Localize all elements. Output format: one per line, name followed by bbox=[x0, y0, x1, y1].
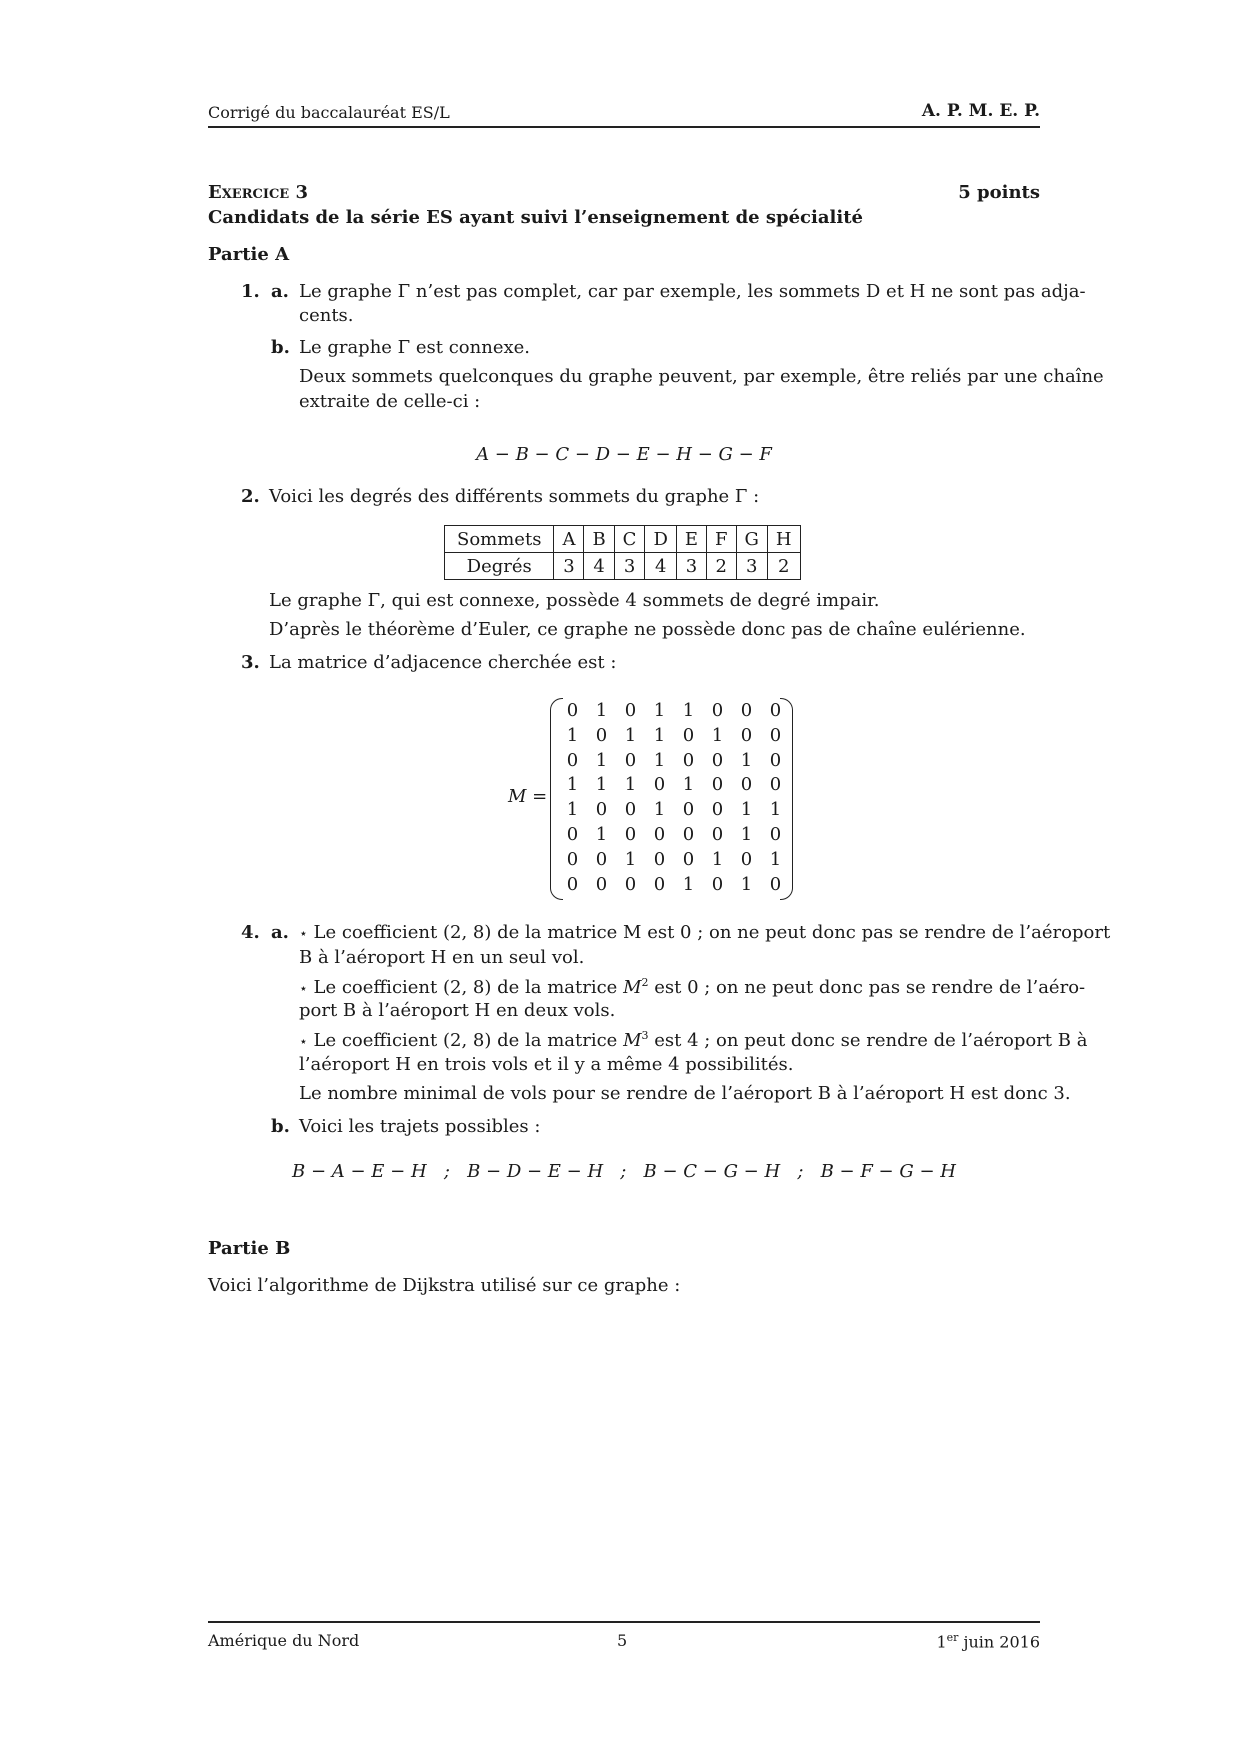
vertex-cell: F bbox=[707, 526, 737, 553]
matrix-cell: 1 bbox=[624, 724, 637, 746]
q4a-p3-line1 bbox=[299, 1029, 1087, 1051]
degree-cell: 3 bbox=[614, 553, 645, 580]
matrix-cell: 1 bbox=[566, 724, 579, 746]
q1b-chain: A − B − C − D − E − H − G − F bbox=[476, 444, 772, 465]
matrix-cell: 1 bbox=[653, 700, 666, 721]
matrix-right-paren bbox=[780, 698, 793, 900]
matrix-cell: 0 bbox=[682, 799, 695, 821]
matrix-cell: 0 bbox=[740, 700, 753, 721]
table-header-degres: Degrés bbox=[445, 553, 554, 580]
matrix-cell: 0 bbox=[682, 823, 695, 845]
degree-cell: 3 bbox=[676, 553, 706, 580]
q4a-p2-line2: port B à l’aéroport H en deux vols. bbox=[299, 1000, 616, 1021]
header-left: Corrigé du baccalauréat ES/L bbox=[208, 103, 450, 122]
matrix-cell: 1 bbox=[624, 848, 637, 870]
matrix-cell: 0 bbox=[624, 823, 637, 845]
matrix-cell: 0 bbox=[566, 700, 579, 721]
matrix-cell: 1 bbox=[711, 724, 724, 746]
matrix-cell: 0 bbox=[595, 799, 608, 821]
matrix-cell: 0 bbox=[624, 799, 637, 821]
footer-date-rest: juin 2016 bbox=[963, 1632, 1040, 1652]
matrix-cell: 0 bbox=[769, 774, 782, 796]
matrix-cell: 1 bbox=[682, 700, 695, 721]
matrix-cell: 1 bbox=[653, 749, 666, 771]
q1b-label: b. bbox=[271, 337, 290, 358]
star-icon: ⋆ bbox=[299, 926, 308, 942]
q4a-conclusion: Le nombre minimal de vols pour se rendre de l’aéroport B à l’aéroport H est donc 3. bbox=[299, 1083, 1071, 1104]
q4a-p1-line1 bbox=[299, 922, 1110, 943]
q2-after1: Le graphe Γ, qui est connexe, possède 4 sommets de degré impair. bbox=[269, 590, 880, 611]
matrix-cell: 0 bbox=[566, 749, 579, 771]
footer-rule bbox=[208, 1621, 1040, 1623]
matrix-cell: 0 bbox=[682, 749, 695, 771]
matrix-cell: 0 bbox=[566, 848, 579, 870]
q2-intro: Voici les degrés des différents sommets du graphe Γ : bbox=[269, 486, 760, 507]
matrix-cell: 0 bbox=[711, 700, 724, 721]
q4a-p2-line1 bbox=[299, 976, 1085, 998]
degree-cell: 4 bbox=[645, 553, 676, 580]
matrix-cell: 1 bbox=[740, 799, 753, 821]
matrix-cell: 0 bbox=[769, 724, 782, 746]
q4a-p2-exponent: 2 bbox=[641, 976, 649, 989]
partie-b-title: Partie B bbox=[208, 1238, 291, 1259]
q4b-intro: Voici les trajets possibles : bbox=[299, 1116, 541, 1137]
page-number: 5 bbox=[617, 1631, 628, 1650]
matrix-cell: 0 bbox=[624, 700, 637, 721]
partie-b-intro: Voici l’algorithme de Dijkstra utilisé sur ce graphe : bbox=[208, 1275, 681, 1296]
matrix-cell: 0 bbox=[740, 724, 753, 746]
matrix-cell: 0 bbox=[769, 873, 782, 895]
q1-number: 1. bbox=[241, 281, 260, 302]
matrix-cell: 0 bbox=[682, 724, 695, 746]
q4a-p2-post: est 0 ; on ne peut donc pas se rendre de l’aéro- bbox=[654, 977, 1086, 998]
matrix-cell: 0 bbox=[566, 873, 579, 895]
degree-table bbox=[444, 525, 801, 580]
matrix-cell: 1 bbox=[595, 823, 608, 845]
matrix-cell: 0 bbox=[653, 873, 666, 895]
matrix-cell: 0 bbox=[711, 774, 724, 796]
matrix-cell: 0 bbox=[624, 873, 637, 895]
vertex-cell: A bbox=[554, 526, 584, 553]
matrix-cell: 0 bbox=[711, 749, 724, 771]
q1a-line2: cents. bbox=[299, 305, 354, 326]
matrix-cell: 1 bbox=[740, 873, 753, 895]
exercise-title bbox=[208, 182, 308, 203]
matrix-label: M = bbox=[508, 786, 548, 807]
exercise-number: 3 bbox=[295, 182, 309, 203]
matrix-cell: 1 bbox=[769, 799, 782, 821]
matrix-cell: 0 bbox=[711, 823, 724, 845]
degree-cell: 2 bbox=[767, 553, 800, 580]
q2-number: 2. bbox=[241, 486, 260, 507]
table-header-sommets: Sommets bbox=[445, 526, 554, 553]
exercise-title-prefix: Exercice bbox=[208, 182, 290, 203]
matrix-cell: 1 bbox=[595, 774, 608, 796]
vertex-cell: D bbox=[645, 526, 676, 553]
matrix-cell: 1 bbox=[566, 799, 579, 821]
q4-number: 4. bbox=[241, 922, 260, 943]
footer-date-day: 1 bbox=[936, 1632, 947, 1652]
footer-left: Amérique du Nord bbox=[208, 1631, 360, 1650]
q1b-line1: Le graphe Γ est connexe. bbox=[299, 337, 531, 358]
q3-intro: La matrice d’adjacence cherchée est : bbox=[269, 652, 617, 673]
matrix-cell: 0 bbox=[682, 848, 695, 870]
q4b-paths: B − A − E − H ; B − D − E − H ; B − C − G − H ; B − F − G − H bbox=[292, 1161, 956, 1182]
matrix-cell: 0 bbox=[566, 823, 579, 845]
q1a-line1: Le graphe Γ n’est pas complet, car par exemple, les sommets D et H ne sont pas adja- bbox=[299, 281, 1086, 302]
exercise-subtitle: Candidats de la série ES ayant suivi l’enseignement de spécialité bbox=[208, 207, 863, 228]
q4a-p3-line2: l’aéroport H en trois vols et il y a même 4 possibilités. bbox=[299, 1054, 794, 1075]
star-icon: ⋆ bbox=[299, 981, 308, 997]
adjacency-matrix bbox=[508, 698, 808, 902]
matrix-cell: 1 bbox=[566, 774, 579, 796]
matrix-cell: 0 bbox=[769, 749, 782, 771]
q4a-p3-post: est 4 ; on peut donc se rendre de l’aéroport B à bbox=[654, 1030, 1088, 1051]
matrix-cell: 1 bbox=[682, 873, 695, 895]
matrix-cell: 0 bbox=[595, 873, 608, 895]
matrix-cell: 1 bbox=[653, 724, 666, 746]
matrix-cell: 0 bbox=[740, 774, 753, 796]
matrix-cell: 0 bbox=[653, 774, 666, 796]
exercise-points: 5 points bbox=[958, 182, 1040, 203]
table-row-degrees bbox=[445, 553, 801, 580]
header-rule bbox=[208, 126, 1040, 128]
table-row-vertices bbox=[445, 526, 801, 553]
q2-after2: D’après le théorème d’Euler, ce graphe ne possède donc pas de chaîne eulérienne. bbox=[269, 619, 1026, 640]
q4a-p2-matrix: M bbox=[623, 977, 642, 998]
q1b-line3: extraite de celle-ci : bbox=[299, 391, 481, 412]
q4a-p1-line2: B à l’aéroport H en un seul vol. bbox=[299, 947, 585, 968]
footer-date bbox=[936, 1631, 1040, 1651]
vertex-cell: G bbox=[736, 526, 767, 553]
matrix-cell: 1 bbox=[595, 749, 608, 771]
matrix-cell: 1 bbox=[624, 774, 637, 796]
matrix-cell: 0 bbox=[740, 848, 753, 870]
matrix-cell: 1 bbox=[711, 848, 724, 870]
matrix-cell: 1 bbox=[682, 774, 695, 796]
matrix-cell: 0 bbox=[711, 799, 724, 821]
star-icon: ⋆ bbox=[299, 1034, 308, 1050]
matrix-cell: 0 bbox=[769, 700, 782, 721]
matrix-cell: 1 bbox=[595, 700, 608, 721]
q3-number: 3. bbox=[241, 652, 260, 673]
degree-cell: 3 bbox=[554, 553, 584, 580]
matrix-cell: 1 bbox=[740, 823, 753, 845]
q4a-label: a. bbox=[271, 922, 289, 943]
matrix-grid bbox=[558, 700, 790, 898]
matrix-cell: 0 bbox=[595, 724, 608, 746]
matrix-cell: 0 bbox=[653, 823, 666, 845]
matrix-cell: 0 bbox=[624, 749, 637, 771]
q4a-p3-pre: Le coefficient (2, 8) de la matrice bbox=[313, 1030, 618, 1051]
matrix-cell: 0 bbox=[595, 848, 608, 870]
q4a-p3-matrix: M bbox=[623, 1030, 642, 1051]
matrix-cell: 0 bbox=[711, 873, 724, 895]
q1a-label: a. bbox=[271, 281, 289, 302]
degree-table-grid bbox=[444, 525, 801, 580]
degree-cell: 2 bbox=[707, 553, 737, 580]
matrix-cell: 1 bbox=[653, 799, 666, 821]
q4b-label: b. bbox=[271, 1116, 290, 1137]
header-right: A. P. M. E. P. bbox=[921, 101, 1040, 121]
degree-cell: 3 bbox=[736, 553, 767, 580]
vertex-cell: H bbox=[767, 526, 800, 553]
footer-date-sup: er bbox=[946, 1631, 959, 1644]
matrix-cell: 0 bbox=[653, 848, 666, 870]
matrix-cell: 1 bbox=[740, 749, 753, 771]
matrix-cell: 1 bbox=[769, 848, 782, 870]
degree-cell: 4 bbox=[584, 553, 614, 580]
q4a-p2-pre: Le coefficient (2, 8) de la matrice bbox=[313, 977, 618, 998]
q4a-p1-text: Le coefficient (2, 8) de la matrice M est 0 ; on ne peut donc pas se rendre de l’aéroport bbox=[313, 922, 1111, 943]
matrix-cell: 0 bbox=[769, 823, 782, 845]
q4a-p3-exponent: 3 bbox=[641, 1029, 649, 1042]
q1b-line2: Deux sommets quelconques du graphe peuvent, par exemple, être reliés par une chaîne bbox=[299, 366, 1104, 387]
vertex-cell: B bbox=[584, 526, 614, 553]
partie-a-title: Partie A bbox=[208, 244, 290, 265]
vertex-cell: C bbox=[614, 526, 645, 553]
vertex-cell: E bbox=[676, 526, 706, 553]
